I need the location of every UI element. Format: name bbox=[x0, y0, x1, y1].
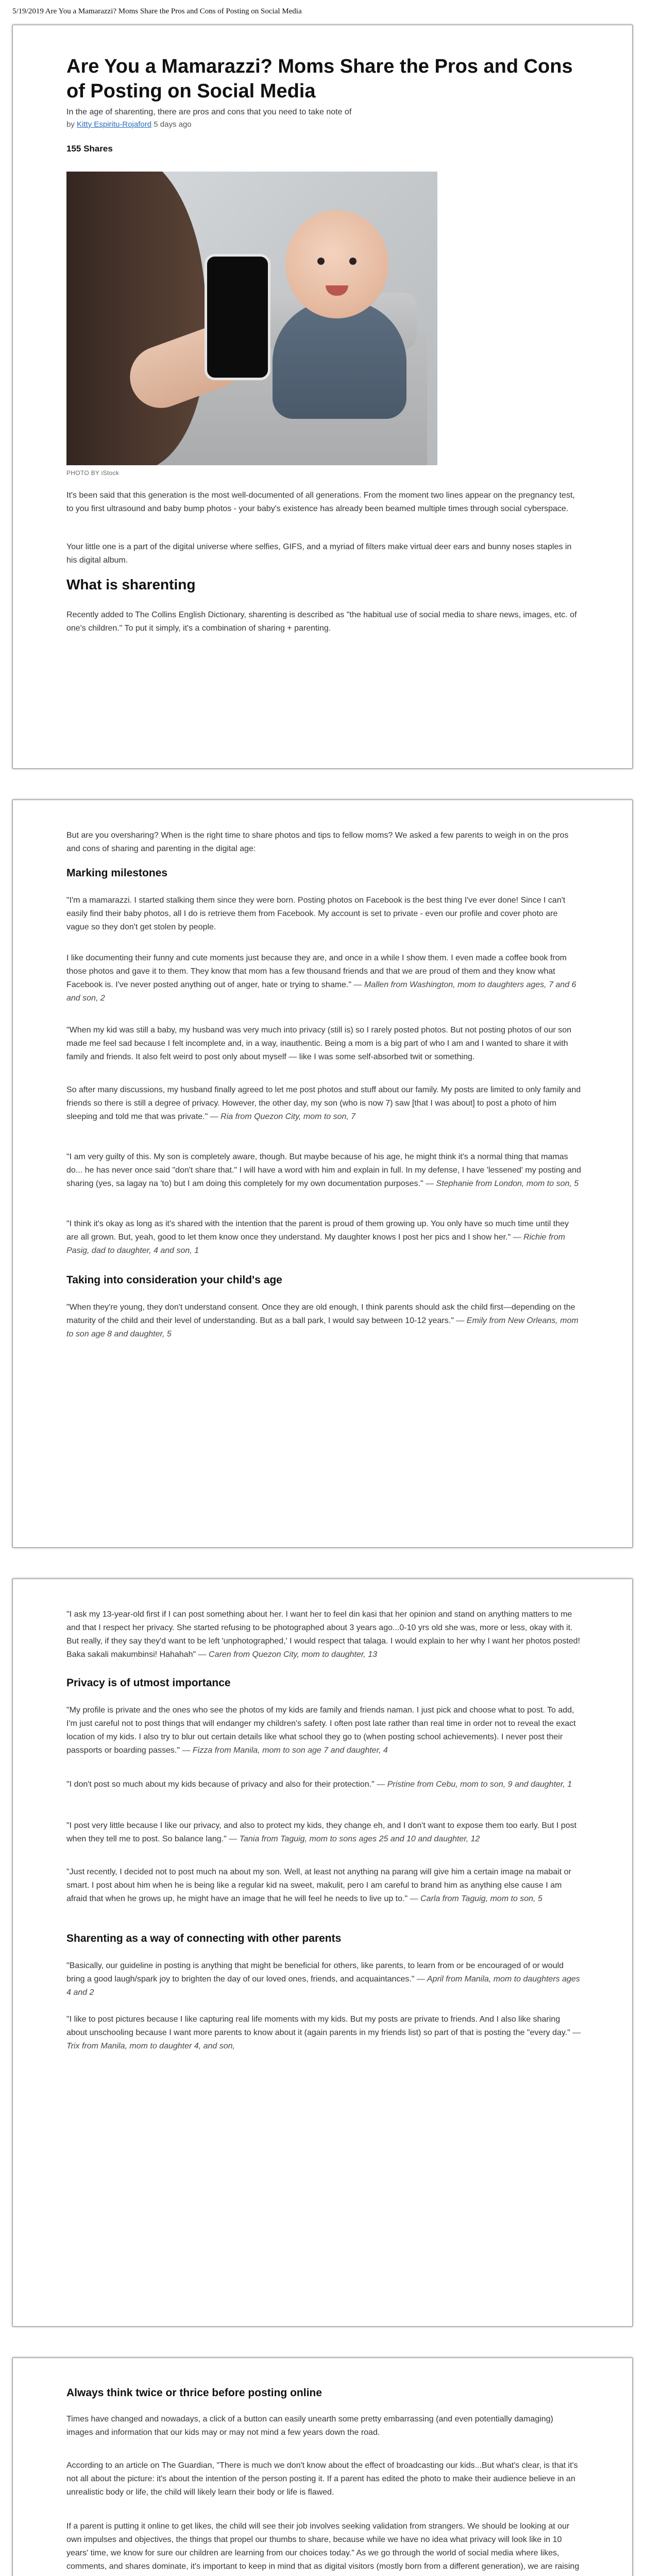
print-page-1 bbox=[12, 25, 633, 769]
quote-emily bbox=[66, 1301, 582, 1341]
quote-richie-attribution: — Richie from Pasig, dad to daughter, 4 and son, 1 bbox=[66, 1233, 565, 1255]
quote-emily-text: "When they're young, they don't understand consent. Once they are old enough, I think parents should ask the child first—depending on the maturity of the child and their level of understanding. But as a ball park, I would say between 10-12 years." bbox=[66, 1303, 575, 1325]
quote-fizza bbox=[66, 1704, 582, 1757]
author-link[interactable]: Kitty Espiritu-Rojaford bbox=[77, 120, 152, 129]
photo-baby-mouth bbox=[326, 285, 348, 296]
quote-caren bbox=[66, 1608, 582, 1662]
quote-emily-attribution: — Emily from New Orleans, mom to son age 8 and daughter, 5 bbox=[66, 1316, 579, 1338]
byline-prefix: by bbox=[66, 120, 75, 129]
quote-tania-text: "I post very little because I like our privacy, and also to protect my kids, they change eh, and I don't want to expose them too early. But I post when they tell me to post. So balance lang." bbox=[66, 1821, 576, 1843]
quote-carla-text: "Just recently, I decided not to post much na about my son. Well, at least not anything na parang will give him a certain image na mabait or smart. I post about him when he is being like a regular kid na sweet, makulit, pero I am careful to brand him as anything else cause I am afraid that when he grows up, he might have an image that he will feel he needs to live up to." bbox=[66, 1868, 571, 1903]
intro-paragraph: It's been said that this generation is the most well-documented of all generations. From the moment two lines appear on the pregnancy test, to you first ultrasound and baby bump photos - your baby's existence has already been beamed multiple times through social cyberspace. bbox=[66, 491, 575, 513]
quote-richie-text: "I think it's okay as long as it's shared with the intention that the parent is proud of them growing up. You only have so much time until they are all grown. But, yeah, good to let them know once they understand. My daughter knows I post her pics and I show her." bbox=[66, 1219, 569, 1242]
quote-stephanie-text: "I am very guilty of this. My son is completely aware, though. But maybe because of his age, he might think it's a normal thing that mamas do... he has never once said "don't share that." I will have a word with him and explain in full. In my defense, I have 'lessened' my posting and sharing (yes, sa lagay na 'to) but I am doing this completely for my own documentation purposes." bbox=[66, 1153, 581, 1188]
sharenting-definition: Recently added to The Collins English Dictionary, sharenting is described as "the habitual use of social media to share news, images, etc. of one's children." To put it simply, it's a combination of sharing + parenting. bbox=[66, 611, 577, 633]
quote-stephanie-attribution: — Stephanie from London, mom to son, 5 bbox=[426, 1179, 579, 1188]
quote-caren-text: "I ask my 13-year-old first if I can post something about her. I want her to feel din kasi that her opinion and stand on anything matters to me and that I respect her privacy. She started refusing to be photographed about 3 years ago...0-10 yrs old she was, more or less, okay with it. But really, if they say they'd want to be left 'unphotographed,' I would respect that talaga. I would explain to her why I want her photos posted! Baka sakali makumbinsi! Hahahah" bbox=[66, 1610, 581, 1659]
quote-tania-attribution: — Tania from Taguig, mom to sons ages 25 and 10 and daughter, 12 bbox=[229, 1835, 480, 1843]
times-changed-paragraph: Times have changed and nowadays, a click of a button can easily unearth some pretty embarrassing (and even potentially damaging) images and information that our kids may or may not mind a few years down the road. bbox=[66, 2415, 553, 2437]
think-twice-heading: Always think twice or thrice before posting online bbox=[66, 2387, 322, 2399]
quote-fizza-text: "My profile is private and the ones who see the photos of my kids are family and friends naman. I just pick and choose what to post. To add, I'm just careful not to post things that will endanger my children's safety. I often post late rather than real time in order not to reveal the exact location of my kids. I also try to blur out certain details like what school they go to (when posting school achievements). I never post their passports or boarding passes." bbox=[66, 1706, 576, 1755]
privacy-heading: Privacy is of utmost importance bbox=[66, 1677, 231, 1689]
child-age-heading: Taking into consideration your child's age bbox=[66, 1274, 282, 1286]
universe-paragraph: Your little one is a part of the digital universe where selfies, GIFS, and a myriad of filters make virtual deer ears and bunny noses staples in his digital album. bbox=[66, 543, 572, 565]
quote-pristine-attribution: — Pristine from Cebu, mom to son, 9 and daughter, 1 bbox=[377, 1780, 572, 1789]
quote-fizza-attribution: — Fizza from Manila, mom to son age 7 and daughter, 4 bbox=[182, 1746, 388, 1755]
guardian-paragraph: According to an article on The Guardian, "There is much we don't know about the effect of broadcasting our kids...But what's clear, is that it's not all about the picture: it's about the intention of the person posting it. If a parent has edited the photo to make their audience believe in an unrealistic body or life, the child will likely learn their body or life is flawed. bbox=[66, 2461, 578, 2497]
quote-april-attribution: — April from Manila, mom to daughters ages 4 and 2 bbox=[66, 1975, 580, 1997]
quote-carla-attribution: — Carla from Taguig, mom to son, 5 bbox=[410, 1894, 542, 1903]
photo-baby-eye-right bbox=[349, 258, 357, 265]
quote-caren-attribution: — Caren from Quezon City, mom to daughter, 13 bbox=[198, 1650, 378, 1659]
quote-tania bbox=[66, 1819, 582, 1846]
byline bbox=[66, 120, 582, 129]
quote-stephanie bbox=[66, 1150, 582, 1191]
quote-trix-attribution: — Trix from Manila, mom to daughter 4, and son, bbox=[66, 2028, 581, 2050]
quote-mallen-attribution: — Mallen from Washington, mom to daughters ages, 7 and 6 and son, 2 bbox=[66, 980, 576, 1003]
photo-baby-eye-left bbox=[317, 258, 325, 265]
hero-photo bbox=[66, 172, 437, 465]
quote-carla bbox=[66, 1866, 582, 1906]
print-page-2 bbox=[12, 800, 633, 1548]
quote-richie bbox=[66, 1217, 582, 1258]
connecting-parents-heading: Sharenting as a way of connecting with other parents bbox=[66, 1933, 342, 1944]
photo-credit: PHOTO BY iStock bbox=[66, 469, 120, 477]
quote-april-text: "Basically, our guideline in posting is anything that might be beneficial for others, like parents, to learn from or be encouraged of or would bring a good laugh/spark joy to brighten the day of our loved ones, friends, and acquaintances." bbox=[66, 1961, 564, 1984]
quote-mallen-2-text: I like documenting their funny and cute moments just because they are, and once in a while I show them. I even made a coffee book from those photos and gave it to them. They know that mom has a few thousand friends and that we are proud of them and they know what Facebook is. I've never posted anything out of anger, hate or trying to shame." bbox=[66, 954, 567, 989]
quote-ria-1: "When my kid was still a baby, my husband was very much into privacy (still is) so I rarely posted photos. But not posting photos of our son made me feel sad because I felt incomplete and, in a way, inauthentic. Being a mom is a big part of who I am and I wanted to share it with family and friends. It also felt weird to post only about myself — like I was some self-absorbed twit or something. bbox=[66, 1026, 572, 1061]
likes-paragraph: If a parent is putting it online to get likes, the child will see their job involves seeking validation from strangers. We should be looking at our own impulses and objectives, the things that propel our thumbs to share, because while we have no idea what privacy will look like in 10 years' time, we know for sure our children are learning from our choices today." As we go through the world of social media where likes, comments, and shares dominate, it's important to keep in mind that as digital visitors (mostly born from a different generation), we are raising bbox=[66, 2522, 580, 2571]
print-page-3 bbox=[12, 1579, 633, 2327]
quote-trix-text: "I like to post pictures because I like capturing real life moments with my kids. But my posts are private to friends. And I also like sharing about unschooling because I want more parents to know about it (again parents in my friends list) so part of that is posting the "every day." bbox=[66, 2015, 570, 2037]
photo-baby-head bbox=[285, 210, 388, 318]
what-is-sharenting-heading: What is sharenting bbox=[66, 577, 196, 592]
share-count: 155 Shares bbox=[66, 144, 113, 154]
quote-mallen-2 bbox=[66, 952, 582, 1005]
article-subtitle: In the age of sharenting, there are pros and cons that you need to take note of bbox=[66, 108, 352, 116]
marking-milestones-heading: Marking milestones bbox=[66, 867, 168, 879]
article-title: Are You a Mamarazzi? Moms Share the Pros and Cons of Posting on Social Media bbox=[66, 56, 573, 102]
quote-mallen-1: "I'm a mamarazzi. I started stalking them since they were born. Posting photos on Facebook is the best thing I've ever done! Since I can't easily find their baby photos, all I do is retrieve them from Facebook. My account is set to private - even our profile and cover photo are vague so they don't get stolen by people. bbox=[66, 896, 566, 931]
quote-trix bbox=[66, 2013, 582, 2053]
quote-ria-attribution: — Ria from Quezon City, mom to son, 7 bbox=[210, 1112, 356, 1121]
quote-pristine bbox=[66, 1778, 582, 1791]
browser-print-header: 5/19/2019 Are You a Mamarazzi? Moms Share the Pros and Cons of Posting on Social Media bbox=[12, 7, 302, 15]
quote-pristine-text: "I don't post so much about my kids because of privacy and also for their protection." bbox=[66, 1780, 375, 1789]
photo-smartphone bbox=[205, 254, 270, 380]
quote-ria-2 bbox=[66, 1083, 582, 1124]
quote-april bbox=[66, 1959, 582, 1999]
oversharing-intro: But are you oversharing? When is the right time to share photos and tips to fellow moms? We asked a few parents to weigh in on the pros and cons of sharing and parenting in the digital age: bbox=[66, 831, 569, 853]
article-date: 5 days ago bbox=[154, 120, 192, 129]
quote-ria-2-text: So after many discussions, my husband finally agreed to let me post photos and stuff about our family. My posts are limited to only family and friends so there is still a degree of privacy. However, the other day, my son (who is now 7) saw [that I was about] to post a photo of him sleeping and told me that was private." bbox=[66, 1086, 581, 1121]
photo-mom-hair bbox=[66, 172, 206, 465]
print-page-4 bbox=[12, 2358, 633, 2576]
